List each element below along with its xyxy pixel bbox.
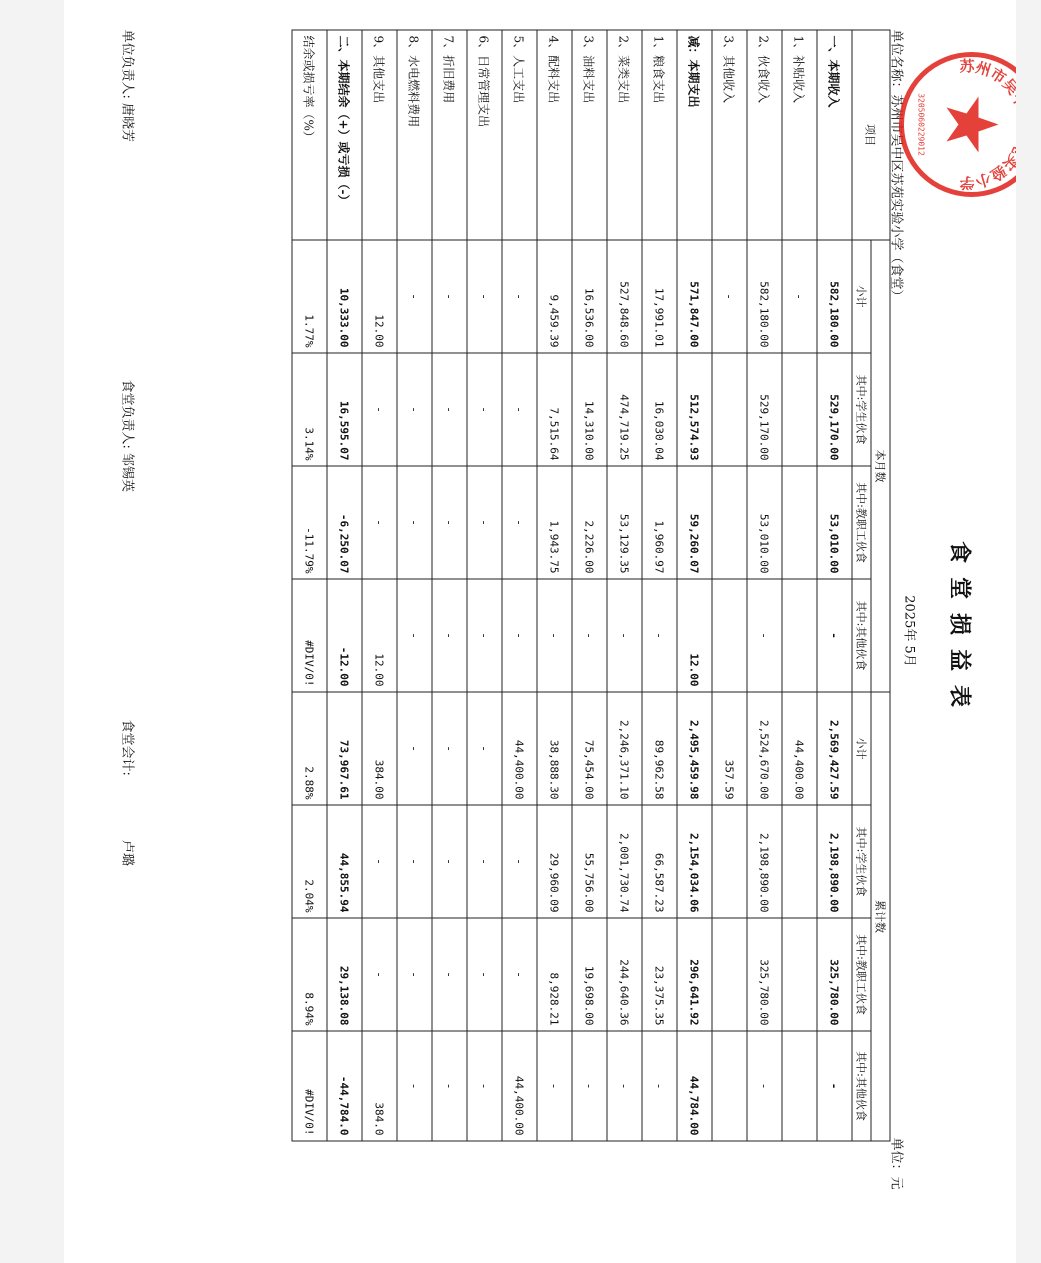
cumulative-cell: 2,246,371.10 [607, 692, 642, 805]
cumulative-cell: - [817, 1031, 852, 1141]
table-row [327, 30, 362, 1141]
table-row [467, 30, 502, 1141]
month-cell: 14,310.00 [572, 353, 607, 466]
unit-head-name: 唐晓芳 [119, 103, 135, 143]
table-row [782, 30, 817, 1141]
row-label: 2、伙食收入 [747, 30, 782, 240]
cumulative-cell: 23,375.35 [642, 918, 677, 1031]
table-row [642, 30, 677, 1141]
cumulative-cell [782, 805, 817, 918]
row-label: 二、本期结余（+）或亏损（-） [327, 30, 362, 240]
cumulative-cell: 89,962.58 [642, 692, 677, 805]
cumulative-cell: - [432, 918, 467, 1031]
month-cell: - [362, 466, 397, 579]
cumulative-cell [712, 805, 747, 918]
cumulative-cell: 29,960.09 [537, 805, 572, 918]
month-cell: 9,459.39 [537, 240, 572, 353]
cumulative-cell: 2,495,459.98 [677, 692, 712, 805]
cumulative-cell: 44,400.00 [502, 692, 537, 805]
header-item: 项目 [852, 30, 890, 240]
table-row [607, 30, 642, 1141]
month-cell: - [572, 579, 607, 692]
cumulative-cell: 44,784.00 [677, 1031, 712, 1141]
month-cell: - [502, 240, 537, 353]
row-label: 1、补贴收入 [782, 30, 817, 240]
header-cumulative-group: 累计数 [871, 692, 890, 1141]
unit-head-signature [120, 30, 139, 143]
rotated-report [65, 0, 1034, 1263]
report-title: 食堂损益表 [946, 540, 973, 721]
month-cell: 529,170.00 [817, 353, 852, 466]
table-row [292, 30, 327, 1141]
cumulative-cell: 384.00 [362, 692, 397, 805]
cumulative-cell: 8.94% [292, 918, 327, 1031]
month-cell: 16,536.00 [572, 240, 607, 353]
header-month-staff: 其中:教职工伙食 [852, 466, 871, 579]
cumulative-cell [712, 918, 747, 1031]
cumulative-cell: #DIV/0! [292, 1031, 327, 1141]
cumulative-cell: 75,454.00 [572, 692, 607, 805]
month-cell: 12.00 [362, 579, 397, 692]
cumulative-cell [782, 918, 817, 1031]
cumulative-cell: - [747, 1031, 782, 1141]
unit-head-label: 单位负责人: [119, 29, 135, 99]
month-cell: - [607, 579, 642, 692]
cumulative-cell: - [502, 805, 537, 918]
month-cell: - [467, 353, 502, 466]
table-row [712, 30, 747, 1141]
month-cell [712, 579, 747, 692]
table-row [432, 30, 467, 1141]
month-cell: 571,847.00 [677, 240, 712, 353]
month-cell: 7,515.64 [537, 353, 572, 466]
cumulative-cell: 73,967.61 [327, 692, 362, 805]
row-label: 8、水电燃料费用 [397, 30, 432, 240]
month-cell [782, 466, 817, 579]
row-label: 9、其他支出 [362, 30, 397, 240]
cumulative-cell: - [432, 692, 467, 805]
row-label: 5、人工支出 [502, 30, 537, 240]
unit-name: 单位名称：苏州市吴中区苏苑实验小学（食堂） [888, 29, 904, 303]
cumulative-cell: - [502, 918, 537, 1031]
row-label: 3、其他收入 [712, 30, 747, 240]
cumulative-cell [712, 1031, 747, 1141]
row-label: 2、菜类支出 [607, 30, 642, 240]
table-row [572, 30, 607, 1141]
month-cell: - [432, 579, 467, 692]
month-cell: 3.14% [292, 353, 327, 466]
month-cell: 1,960.97 [642, 466, 677, 579]
table-row [677, 30, 712, 1141]
header-cum-student: 其中:学生伙食 [852, 805, 871, 918]
month-cell: - [432, 353, 467, 466]
cumulative-cell: 244,640.36 [607, 918, 642, 1031]
cumulative-cell: 44,400.00 [502, 1031, 537, 1141]
month-cell: #DIV/0! [292, 579, 327, 692]
row-label: 结余或损亏率（%） [292, 30, 327, 240]
accountant-signature [120, 720, 139, 867]
month-cell: - [362, 353, 397, 466]
month-cell: - [397, 466, 432, 579]
month-cell: - [467, 466, 502, 579]
cumulative-cell: - [572, 1031, 607, 1141]
canteen-head-name: 邹锡英 [119, 453, 135, 493]
row-label: 4、配料支出 [537, 30, 572, 240]
profit-loss-table [292, 30, 891, 1142]
month-cell: - [502, 353, 537, 466]
cumulative-cell: 2,001,730.74 [607, 805, 642, 918]
month-cell: - [432, 240, 467, 353]
cumulative-cell: - [362, 805, 397, 918]
header-month-group: 本月数 [871, 240, 890, 692]
cumulative-cell: 325,780.00 [817, 918, 852, 1031]
table-row [397, 30, 432, 1141]
cumulative-cell: 2.04% [292, 805, 327, 918]
month-cell: -11.79% [292, 466, 327, 579]
month-cell: 529,170.00 [747, 353, 782, 466]
month-cell: 10,333.00 [327, 240, 362, 353]
cumulative-cell: 325,780.00 [747, 918, 782, 1031]
month-cell: 2,226.00 [572, 466, 607, 579]
cumulative-cell: 384.0 [362, 1031, 397, 1141]
month-cell: - [397, 240, 432, 353]
cumulative-cell: - [397, 692, 432, 805]
cumulative-cell: - [432, 1031, 467, 1141]
cumulative-cell: - [607, 1031, 642, 1141]
month-cell: 582,180.00 [747, 240, 782, 353]
month-cell [712, 466, 747, 579]
cumulative-cell: - [397, 918, 432, 1031]
cumulative-cell: - [362, 918, 397, 1031]
month-cell [712, 353, 747, 466]
cumulative-cell: 66,587.23 [642, 805, 677, 918]
accountant-label: 食堂会计: [119, 719, 135, 776]
row-label: 1、粮食支出 [642, 30, 677, 240]
month-cell: 582,180.00 [817, 240, 852, 353]
month-cell: - [817, 579, 852, 692]
table-row [502, 30, 537, 1141]
month-cell: 12.00 [677, 579, 712, 692]
row-label: 7、折旧费用 [432, 30, 467, 240]
month-cell: 59,260.07 [677, 466, 712, 579]
month-cell: 1,943.75 [537, 466, 572, 579]
month-cell [782, 353, 817, 466]
table-row [747, 30, 782, 1141]
header-cum-other: 其中:其他伙食 [852, 1031, 871, 1141]
cumulative-cell: - [467, 1031, 502, 1141]
cumulative-cell: - [642, 1031, 677, 1141]
cumulative-cell: 19,698.00 [572, 918, 607, 1031]
svg-text:苏州市吴中区苏苑实验小学: 苏州市吴中区苏苑实验小学 [959, 57, 1034, 192]
report-period: 2025年 5月 [901, 595, 917, 667]
row-label: 一、本期收入 [817, 30, 852, 240]
header-month-subtotal: 小计 [852, 240, 871, 353]
svg-text:3205060229012: 3205060229012 [916, 93, 926, 156]
row-label: 3、油料支出 [572, 30, 607, 240]
row-label: 减：本期支出 [677, 30, 712, 240]
cumulative-cell: 2,154,034.06 [677, 805, 712, 918]
cumulative-cell: 296,641.92 [677, 918, 712, 1031]
month-cell: - [397, 353, 432, 466]
month-cell: 53,129.35 [607, 466, 642, 579]
month-cell: - [432, 466, 467, 579]
month-cell: 16,595.07 [327, 353, 362, 466]
month-cell: 17,991.01 [642, 240, 677, 353]
month-cell: 1.77% [292, 240, 327, 353]
cumulative-cell: - [537, 1031, 572, 1141]
table-row [817, 30, 852, 1141]
header-month-other: 其中:其他伙食 [852, 579, 871, 692]
month-cell: - [712, 240, 747, 353]
accountant-name: 卢璐 [119, 840, 135, 867]
month-cell: - [397, 579, 432, 692]
currency-unit: 单位：元 [888, 1137, 904, 1190]
month-cell: -6,250.07 [327, 466, 362, 579]
month-cell: - [747, 579, 782, 692]
cumulative-cell: 44,400.00 [782, 692, 817, 805]
month-cell: - [502, 579, 537, 692]
month-cell [782, 579, 817, 692]
month-cell: 16,030.04 [642, 353, 677, 466]
table-row [362, 30, 397, 1141]
canteen-head-signature [120, 380, 139, 493]
month-cell: - [537, 579, 572, 692]
header-cum-subtotal: 小计 [852, 692, 871, 805]
month-cell: - [467, 240, 502, 353]
header-month-student: 其中:学生伙食 [852, 353, 871, 466]
row-label: 6、日常管理支出 [467, 30, 502, 240]
cumulative-cell: 2,198,890.00 [747, 805, 782, 918]
month-cell: - [467, 579, 502, 692]
cumulative-cell: 357.59 [712, 692, 747, 805]
cumulative-cell: 55,756.00 [572, 805, 607, 918]
table-row [537, 30, 572, 1141]
canteen-head-label: 食堂负责人: [119, 379, 135, 449]
cumulative-cell: - [467, 918, 502, 1031]
month-cell: - [642, 579, 677, 692]
cumulative-cell: - [397, 1031, 432, 1141]
cumulative-cell: -44,784.0 [327, 1031, 362, 1141]
month-cell: 512,574.93 [677, 353, 712, 466]
cumulative-cell: - [467, 805, 502, 918]
cumulative-cell: - [467, 692, 502, 805]
cumulative-cell: 8,928.21 [537, 918, 572, 1031]
cumulative-cell: 38,888.30 [537, 692, 572, 805]
cumulative-cell: 29,138.08 [327, 918, 362, 1031]
cumulative-cell: - [397, 805, 432, 918]
cumulative-cell: 2,569,427.59 [817, 692, 852, 805]
table-body [292, 30, 852, 1141]
cumulative-cell: 44,855.94 [327, 805, 362, 918]
cumulative-cell: - [432, 805, 467, 918]
month-cell: 53,010.00 [747, 466, 782, 579]
cumulative-cell: 2,198,890.00 [817, 805, 852, 918]
month-cell: 12.00 [362, 240, 397, 353]
month-cell: 527,848.60 [607, 240, 642, 353]
month-cell: - [502, 466, 537, 579]
official-seal-icon [897, 50, 1034, 200]
header-cum-staff: 其中:教职工伙食 [852, 918, 871, 1031]
cumulative-cell: 2.88% [292, 692, 327, 805]
cumulative-cell [782, 1031, 817, 1141]
document-page [64, 0, 1034, 1263]
month-cell: 474,719.25 [607, 353, 642, 466]
month-cell: -12.00 [327, 579, 362, 692]
cumulative-cell: 2,524,670.00 [747, 692, 782, 805]
month-cell: - [782, 240, 817, 353]
month-cell: 53,010.00 [817, 466, 852, 579]
